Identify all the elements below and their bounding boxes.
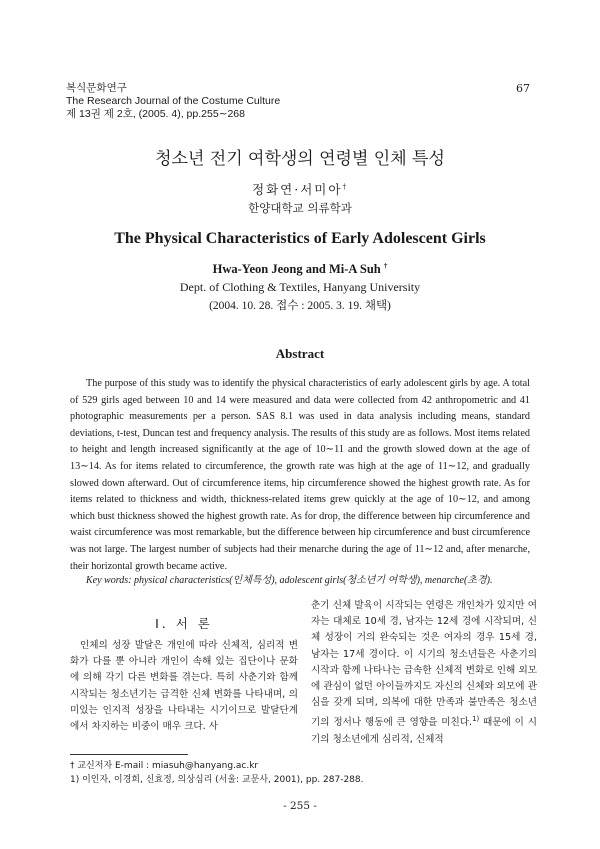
volume-info: 제 13권 제 2호, (2005. 4), pp.255∼268 xyxy=(66,108,245,120)
received-accepted-dates: (2004. 10. 28. 접수 : 2005. 3. 19. 채택) xyxy=(209,300,391,312)
corresponding-mark-en: † xyxy=(383,262,388,270)
journal-name-en: The Research Journal of the Costume Culture xyxy=(66,95,281,107)
body-text-right-column xyxy=(311,598,537,748)
section-heading-introduction: Ⅰ. 서 론 xyxy=(155,616,213,631)
corresponding-mark: † xyxy=(342,182,348,191)
authors-english xyxy=(0,262,600,277)
abstract-heading: Abstract xyxy=(275,346,325,361)
abstract-body: The purpose of this study was to identify the physical characteristics of early adolescent girls by age. A total of 529 girls aged between 10 and 14 were measured and data were collected from 42 anthropometric and 41 photographic measurements per a person. SAS 8.1 was used in data analysis including means, standard deviations, t-test, Duncan test and frequency analysis. The results of this study are as follows. Most items related to height and length increased significantly at the age of 10∼11 and the growth slowed down at the age of 13∼14. As for items related to circumference, the growth rate was high at the age of 11∼12, and gradually slowed down afterward. Out of circumference items, hip circumference showed the highest growth rate. As for items related to thickness and width, thickness-related items grew quickly at the age of 10∼12, and among which bust thickness showed the highest growth rate. As for drop, the difference between hip circumference and waist circumference was most remarkable, but the difference between hip circumference and bust circumference was not large. The largest number of subjects had their menarche during the age of 11∼12 and, after menarche, their horizontal growth became active. xyxy=(70,378,530,572)
title-korean: 청소년 전기 여학생의 연령별 인체 특성 xyxy=(155,149,445,169)
page-number-top: 67 xyxy=(516,82,530,95)
authors-korean-names: 정화연·서미아 xyxy=(252,182,343,197)
footnote-ref-marker: 1) xyxy=(472,715,480,724)
footnote-reference: 1) 이인자, 이경희, 신효정, 의상심리 (서울: 교문사, 2001), pp. 287-288. xyxy=(70,775,364,785)
affiliation-korean: 한양대학교 의류학과 xyxy=(248,201,352,215)
page-number-bottom: - 255 - xyxy=(283,800,317,812)
body-right-tail: 때문에 이 시기의 청소년에게 심리적, 신체적 xyxy=(311,717,537,745)
affiliation-english: Dept. of Clothing & Textiles, Hanyang University xyxy=(179,280,421,294)
body-text-left-column: 인체의 성장 발달은 개인에 따라 신체적, 심리적 변화가 다를 뿐 아니라 개인이 속해 있는 집단이나 문화에 의해 각기 다른 변화를 겪는다. 특히 사춘기와 함께 시작되는 청소년기는 급격한 신체 변화를 나타내며, 의미있는 인지적 성장을 나타내는 시기이므로 발달단계에서 차지하는 비중이 매우 크다. 사 xyxy=(70,640,298,733)
keywords: Key words: physical characteristics(인체특성), adolescent girls(청소년기 여학생), menarche(초경). xyxy=(86,575,493,586)
footnote-corresponding-author: † 교신저자 E-mail : miasuh@hanyang.ac.kr xyxy=(70,761,259,771)
body-right-text: 춘기 신체 발육이 시작되는 연령은 개인차가 있지만 여자는 대체로 10세 경, 남자는 12세 경에 시작되며, 신체 성장이 거의 완숙되는 것은 여자의 경우 15세 경, 남자는 17세 경이다. 이 시기의 청소년들은 사춘기의 시작과 함께 나타나는 급속한 신체적 변화로 인해 외모에 관심이 없던 아이들까지도 자신의 신체와 외모에 관심을 갖게 되며, 의복에 대한 만족과 불만족은 청소년기의 정서나 행동에 큰 영향을 미친다. xyxy=(311,600,537,729)
footnote-rule xyxy=(70,754,188,755)
journal-header xyxy=(66,82,280,121)
title-english: The Physical Characteristics of Early Adolescent Girls xyxy=(114,230,486,247)
authors-korean xyxy=(0,180,600,198)
journal-name-ko: 복식문화연구 xyxy=(66,82,127,94)
authors-english-names: Hwa-Yeon Jeong and Mi-A Suh xyxy=(212,262,381,277)
